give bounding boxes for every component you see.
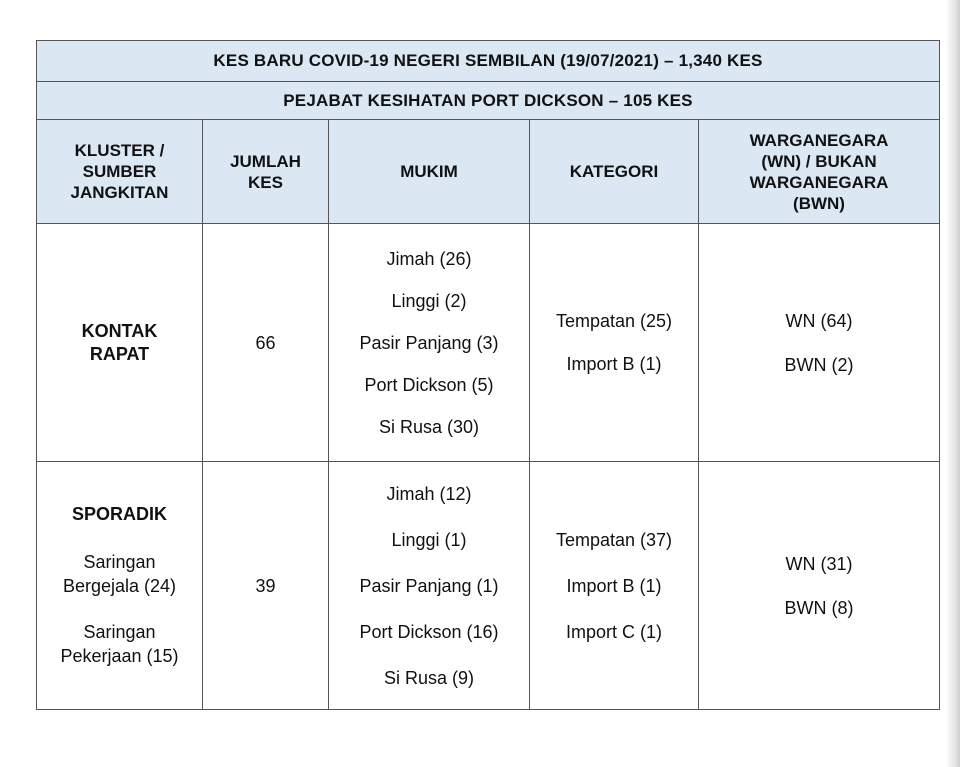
col-header-kategori: KATEGORI: [530, 120, 699, 224]
kategori-item: Tempatan (25): [555, 311, 673, 331]
kluster-sub-item: Saringan Bergejala (24): [62, 551, 177, 596]
header-line: JUMLAH: [230, 151, 301, 171]
header-line: KLUSTER /: [74, 141, 165, 160]
warganegara-item: BWN (2): [784, 354, 854, 375]
kategori-item: Import B (1): [566, 354, 662, 374]
kluster-label: RAPAT: [89, 343, 150, 364]
cell-kategori: [530, 224, 699, 462]
cell-jumlah: 39: [203, 462, 329, 710]
cell-warganegara: [699, 462, 940, 710]
table-row-kontak-rapat: [37, 224, 940, 462]
mukim-item: Linggi (1): [391, 529, 467, 550]
cell-jumlah: 66: [203, 224, 329, 462]
col-header-kluster: [37, 120, 203, 224]
page-edge-shadow: [946, 0, 960, 767]
header-row: [37, 120, 940, 224]
col-header-warganegara: [699, 120, 940, 224]
col-header-jumlah: [203, 120, 329, 224]
mukim-item: Linggi (2): [391, 290, 467, 311]
col-header-mukim: MUKIM: [329, 120, 530, 224]
kategori-item: Import C (1): [565, 621, 662, 642]
warganegara-item: BWN (8): [784, 597, 854, 618]
cell-mukim: [329, 462, 530, 710]
kluster-label: SPORADIK: [71, 503, 167, 524]
mukim-item: Jimah (12): [386, 483, 472, 504]
covid-cases-table: [36, 40, 940, 710]
kategori-item: Import B (1): [566, 575, 662, 596]
table-title: KES BARU COVID-19 NEGERI SEMBILAN (19/07/2021) – 1,340 KES: [37, 41, 940, 82]
mukim-item: Port Dickson (5): [364, 374, 494, 395]
header-line: (BWN): [793, 193, 845, 213]
cell-kluster: [37, 224, 203, 462]
cell-warganegara: [699, 224, 940, 462]
cell-kategori: [530, 462, 699, 710]
header-line: SUMBER: [82, 162, 157, 181]
mukim-item: Pasir Panjang (3): [359, 332, 499, 353]
kluster-sub-item: Saringan Pekerjaan (15): [60, 621, 179, 666]
header-line: KES: [248, 172, 283, 192]
mukim-item: Si Rusa (9): [383, 667, 475, 688]
header-line: WARGANEGARA: [749, 172, 889, 192]
table-subtitle: PEJABAT KESIHATAN PORT DICKSON – 105 KES: [37, 82, 940, 120]
kategori-item: Tempatan (37): [555, 529, 673, 550]
header-line: (WN) / BUKAN: [761, 151, 877, 171]
header-line: JANGKITAN: [70, 183, 169, 202]
warganegara-item: WN (64): [785, 310, 853, 331]
cell-mukim: [329, 224, 530, 462]
mukim-item: Si Rusa (30): [378, 416, 480, 437]
mukim-item: Pasir Panjang (1): [359, 575, 499, 596]
mukim-item: Jimah (26): [386, 248, 472, 269]
header-line: WARGANEGARA: [749, 130, 889, 150]
mukim-item: Port Dickson (16): [359, 621, 499, 642]
table-row-sporadik: [37, 462, 940, 710]
cell-kluster: [37, 462, 203, 710]
kluster-label: KONTAK: [81, 320, 158, 341]
subtitle-row: [37, 82, 940, 120]
title-row: [37, 41, 940, 82]
warganegara-item: WN (31): [785, 553, 853, 574]
